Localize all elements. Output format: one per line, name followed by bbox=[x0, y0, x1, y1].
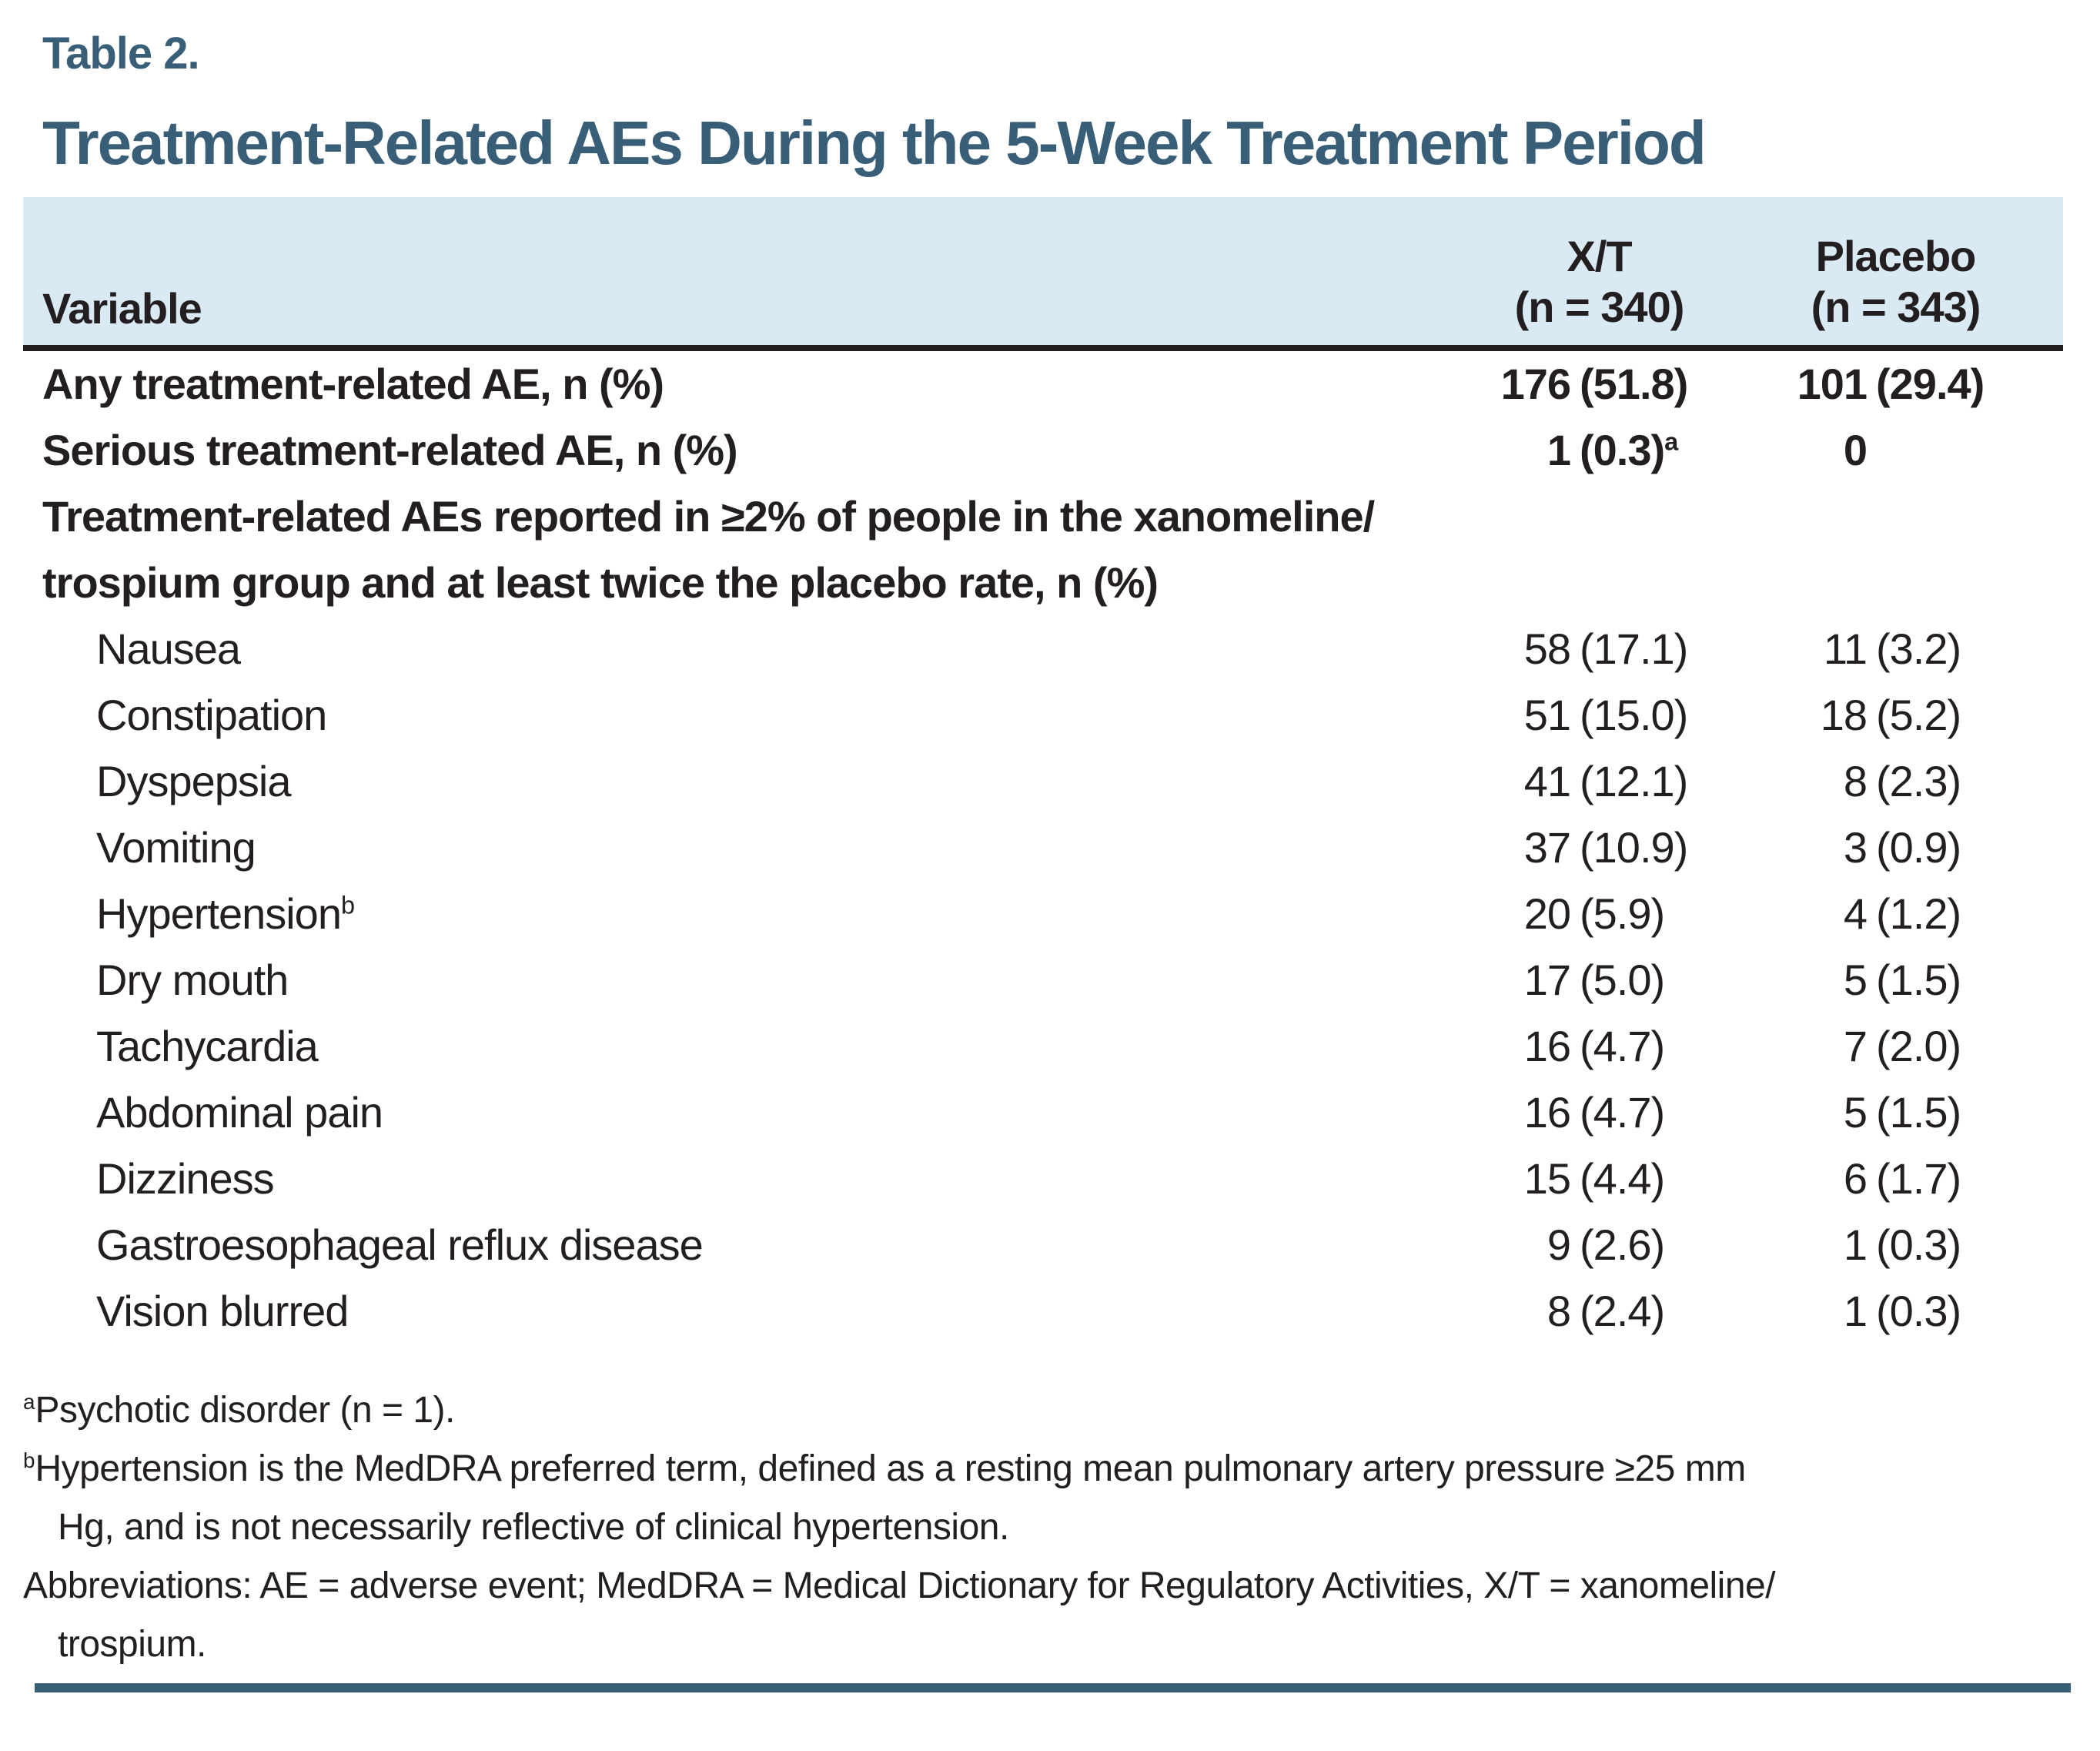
row-label bbox=[23, 351, 1490, 417]
pl-percent bbox=[1867, 1278, 2005, 1344]
table-row bbox=[23, 1146, 2063, 1212]
pl-percent bbox=[1867, 616, 2005, 682]
pl-count: 5 bbox=[1843, 956, 1867, 1004]
xt-count: 16 bbox=[1523, 1022, 1570, 1070]
footnote-line bbox=[23, 1615, 2085, 1674]
pl-percent-text: (3.2) bbox=[1876, 624, 1961, 673]
pl-count: 7 bbox=[1843, 1022, 1867, 1070]
footnote-text: Hg, and is not necessarily reflective of clinical hypertension. bbox=[58, 1507, 1009, 1548]
pl-count: 18 bbox=[1820, 691, 1867, 739]
xt-percent-text: (15.0) bbox=[1580, 691, 1688, 739]
value-cell-pl bbox=[1786, 351, 2005, 417]
footnote-line bbox=[23, 1381, 2085, 1440]
row-label-text: Vomiting bbox=[96, 823, 256, 872]
xt-count: 37 bbox=[1523, 823, 1570, 872]
pl-percent-text: (1.7) bbox=[1876, 1154, 1961, 1203]
value-cell-pl bbox=[1786, 815, 2005, 881]
pl-percent bbox=[1867, 1080, 2005, 1146]
xt-count: 58 bbox=[1523, 624, 1570, 673]
xt-percent-text: (10.9) bbox=[1580, 823, 1688, 872]
column-header-xt bbox=[1490, 231, 1709, 333]
xt-percent bbox=[1570, 682, 1709, 748]
row-label-text: Serious treatment-related AE, n (%) bbox=[42, 426, 737, 474]
row-label bbox=[23, 616, 1490, 682]
xt-percent bbox=[1570, 881, 1709, 947]
pl-percent-text: (2.3) bbox=[1876, 757, 1961, 805]
table-row bbox=[23, 417, 2063, 484]
section-header-line: trospium group and at least twice the placebo rate, n (%) bbox=[42, 558, 1159, 607]
xt-count: 15 bbox=[1523, 1154, 1570, 1203]
footnote-line bbox=[23, 1498, 2085, 1557]
value-cell-pl bbox=[1786, 1212, 2005, 1278]
footnote-marker-a: a bbox=[1664, 427, 1679, 456]
pl-percent bbox=[1867, 682, 2005, 748]
row-label-text: Tachycardia bbox=[96, 1022, 318, 1070]
xt-percent-text: (4.4) bbox=[1580, 1154, 1665, 1203]
pl-count: 1 bbox=[1843, 1287, 1867, 1335]
row-label-text: Dry mouth bbox=[96, 956, 289, 1004]
table-row bbox=[23, 1212, 2063, 1278]
xt-percent-text: (4.7) bbox=[1580, 1088, 1665, 1137]
row-label bbox=[23, 748, 1490, 815]
xt-count: 8 bbox=[1547, 1287, 1570, 1335]
xt-count: 9 bbox=[1547, 1220, 1570, 1269]
pl-count: 3 bbox=[1843, 823, 1867, 872]
pl-count: 0 bbox=[1843, 426, 1867, 474]
value-cell-xt bbox=[1490, 417, 1709, 484]
xt-percent bbox=[1570, 616, 1709, 682]
table-title: Treatment-Related AEs During the 5-Week Treatment Period bbox=[42, 109, 1705, 177]
xt-percent bbox=[1570, 351, 1709, 417]
row-label-text: Gastroesophageal reflux disease bbox=[96, 1220, 703, 1269]
row-label-text: Nausea bbox=[96, 624, 241, 673]
pl-percent bbox=[1867, 881, 2005, 947]
value-cell-xt bbox=[1490, 1013, 1709, 1080]
table-row bbox=[23, 947, 2063, 1013]
pl-percent-text: (0.9) bbox=[1876, 823, 1961, 872]
pl-percent bbox=[1867, 815, 2005, 881]
row-label bbox=[23, 1080, 1490, 1146]
column-header-xt-line2: (n = 340) bbox=[1514, 283, 1684, 331]
xt-percent-text: (2.6) bbox=[1580, 1220, 1665, 1269]
row-label bbox=[23, 815, 1490, 881]
row-label-text: Dyspepsia bbox=[96, 757, 291, 805]
table-row bbox=[23, 881, 2063, 947]
pl-count: 8 bbox=[1843, 757, 1867, 805]
pl-count: 101 bbox=[1797, 360, 1867, 408]
xt-percent-text: (51.8) bbox=[1580, 360, 1688, 408]
row-label bbox=[23, 1013, 1490, 1080]
value-cell-xt bbox=[1490, 815, 1709, 881]
table-row bbox=[23, 616, 2063, 682]
value-cell-xt bbox=[1490, 1146, 1709, 1212]
pl-count: 11 bbox=[1823, 624, 1867, 673]
table-header-row bbox=[23, 197, 2063, 345]
xt-count: 176 bbox=[1500, 360, 1570, 408]
value-cell-xt bbox=[1490, 1212, 1709, 1278]
table-row bbox=[23, 1278, 2063, 1344]
pl-count: 6 bbox=[1843, 1154, 1867, 1203]
pl-percent bbox=[1867, 947, 2005, 1013]
table-section-header-row bbox=[23, 484, 2063, 616]
row-label-text: Hypertension bbox=[96, 889, 341, 938]
pl-percent-text: (1.5) bbox=[1876, 956, 1961, 1004]
xt-count: 20 bbox=[1523, 889, 1570, 938]
table-figure bbox=[0, 26, 2100, 1751]
footnote-marker-b: b bbox=[340, 891, 356, 919]
table-row bbox=[23, 1013, 2063, 1080]
table-row bbox=[23, 351, 2063, 417]
xt-percent-text: (4.7) bbox=[1580, 1022, 1665, 1070]
pl-count: 5 bbox=[1843, 1088, 1867, 1137]
footnote-line bbox=[23, 1557, 2085, 1615]
value-cell-xt bbox=[1490, 682, 1709, 748]
footnote-marker-b: b bbox=[23, 1448, 35, 1472]
column-header-xt-line1: X/T bbox=[1567, 232, 1632, 280]
pl-percent-text: (2.0) bbox=[1876, 1022, 1961, 1070]
header-divider-rule bbox=[23, 345, 2063, 351]
pl-percent bbox=[1867, 748, 2005, 815]
value-cell-pl bbox=[1786, 1146, 2005, 1212]
xt-percent bbox=[1570, 1080, 1709, 1146]
table-row bbox=[23, 682, 2063, 748]
xt-count: 41 bbox=[1523, 757, 1570, 805]
pl-percent-text: (1.5) bbox=[1876, 1088, 1961, 1137]
row-label bbox=[23, 881, 1490, 947]
pl-percent-text: (5.2) bbox=[1876, 691, 1961, 739]
pl-percent bbox=[1867, 417, 2005, 484]
bottom-border-rule bbox=[35, 1683, 2071, 1692]
pl-percent-text: (0.3) bbox=[1876, 1220, 1961, 1269]
pl-percent bbox=[1867, 351, 2005, 417]
value-cell-pl bbox=[1786, 616, 2005, 682]
value-cell-pl bbox=[1786, 881, 2005, 947]
footnotes bbox=[23, 1381, 2085, 1674]
xt-percent bbox=[1570, 417, 1709, 484]
row-label-text: Vision blurred bbox=[96, 1287, 349, 1335]
row-label-text: Constipation bbox=[96, 691, 327, 739]
pl-percent-text: (0.3) bbox=[1876, 1287, 1961, 1335]
xt-percent-text: (17.1) bbox=[1580, 624, 1688, 673]
xt-percent bbox=[1570, 1278, 1709, 1344]
value-cell-xt bbox=[1490, 947, 1709, 1013]
footnote-marker-a: a bbox=[23, 1390, 35, 1414]
xt-count: 1 bbox=[1547, 426, 1570, 474]
footnote-text: Hypertension is the MedDRA preferred term, defined as a resting mean pulmonary artery pressure ≥25 mm bbox=[35, 1448, 1746, 1489]
xt-percent bbox=[1570, 1212, 1709, 1278]
table-row bbox=[23, 815, 2063, 881]
xt-percent bbox=[1570, 947, 1709, 1013]
value-cell-pl bbox=[1786, 682, 2005, 748]
row-label-text: Abdominal pain bbox=[96, 1088, 383, 1137]
xt-count: 17 bbox=[1523, 956, 1570, 1004]
value-cell-xt bbox=[1490, 616, 1709, 682]
value-cell-pl bbox=[1786, 1080, 2005, 1146]
footnote-text: Abbreviations: AE = adverse event; MedDRA = Medical Dictionary for Regulatory Activities, X/T = xanomeline/ bbox=[23, 1565, 1776, 1606]
section-header-line: Treatment-related AEs reported in ≥2% of people in the xanomeline/ bbox=[42, 492, 1375, 541]
value-cell-xt bbox=[1490, 1278, 1709, 1344]
row-label bbox=[23, 1212, 1490, 1278]
column-header-placebo-line2: (n = 343) bbox=[1811, 283, 1981, 331]
xt-percent-text: (5.9) bbox=[1580, 889, 1665, 938]
pl-percent bbox=[1867, 1013, 2005, 1080]
column-header-variable: Variable bbox=[42, 284, 202, 333]
table-number-label: Table 2. bbox=[42, 28, 199, 79]
row-label bbox=[23, 947, 1490, 1013]
xt-count: 16 bbox=[1523, 1088, 1570, 1137]
xt-percent bbox=[1570, 815, 1709, 881]
pl-percent-text: (1.2) bbox=[1876, 889, 1961, 938]
xt-count: 51 bbox=[1523, 691, 1570, 739]
value-cell-pl bbox=[1786, 947, 2005, 1013]
footnote-line bbox=[23, 1440, 2085, 1498]
value-cell-xt bbox=[1490, 881, 1709, 947]
table-row bbox=[23, 1080, 2063, 1146]
value-cell-pl bbox=[1786, 748, 2005, 815]
xt-percent bbox=[1570, 748, 1709, 815]
pl-percent bbox=[1867, 1146, 2005, 1212]
column-header-placebo bbox=[1786, 231, 2005, 333]
pl-percent-text: (29.4) bbox=[1876, 360, 1985, 408]
pl-count: 1 bbox=[1843, 1220, 1867, 1269]
xt-percent bbox=[1570, 1013, 1709, 1080]
row-label-text: Dizziness bbox=[96, 1154, 274, 1203]
row-label-text: Any treatment-related AE, n (%) bbox=[42, 360, 664, 408]
column-header-placebo-line1: Placebo bbox=[1815, 232, 1976, 280]
row-label bbox=[23, 1146, 1490, 1212]
xt-percent bbox=[1570, 1146, 1709, 1212]
value-cell-xt bbox=[1490, 1080, 1709, 1146]
row-label bbox=[23, 682, 1490, 748]
value-cell-xt bbox=[1490, 351, 1709, 417]
xt-percent-text: (2.4) bbox=[1580, 1287, 1665, 1335]
pl-count: 4 bbox=[1843, 889, 1867, 938]
row-label bbox=[23, 417, 1490, 484]
table-body bbox=[23, 351, 2063, 1344]
pl-percent bbox=[1867, 1212, 2005, 1278]
row-label bbox=[23, 1278, 1490, 1344]
value-cell-pl bbox=[1786, 1278, 2005, 1344]
value-cell-xt bbox=[1490, 748, 1709, 815]
xt-percent-text: (5.0) bbox=[1580, 956, 1665, 1004]
footnote-text: trospium. bbox=[58, 1624, 206, 1665]
table-row bbox=[23, 748, 2063, 815]
footnote-text: Psychotic disorder (n = 1). bbox=[35, 1390, 455, 1431]
xt-percent-text: (0.3) bbox=[1580, 426, 1665, 474]
xt-percent-text: (12.1) bbox=[1580, 757, 1688, 805]
value-cell-pl bbox=[1786, 417, 2005, 484]
value-cell-pl bbox=[1786, 1013, 2005, 1080]
